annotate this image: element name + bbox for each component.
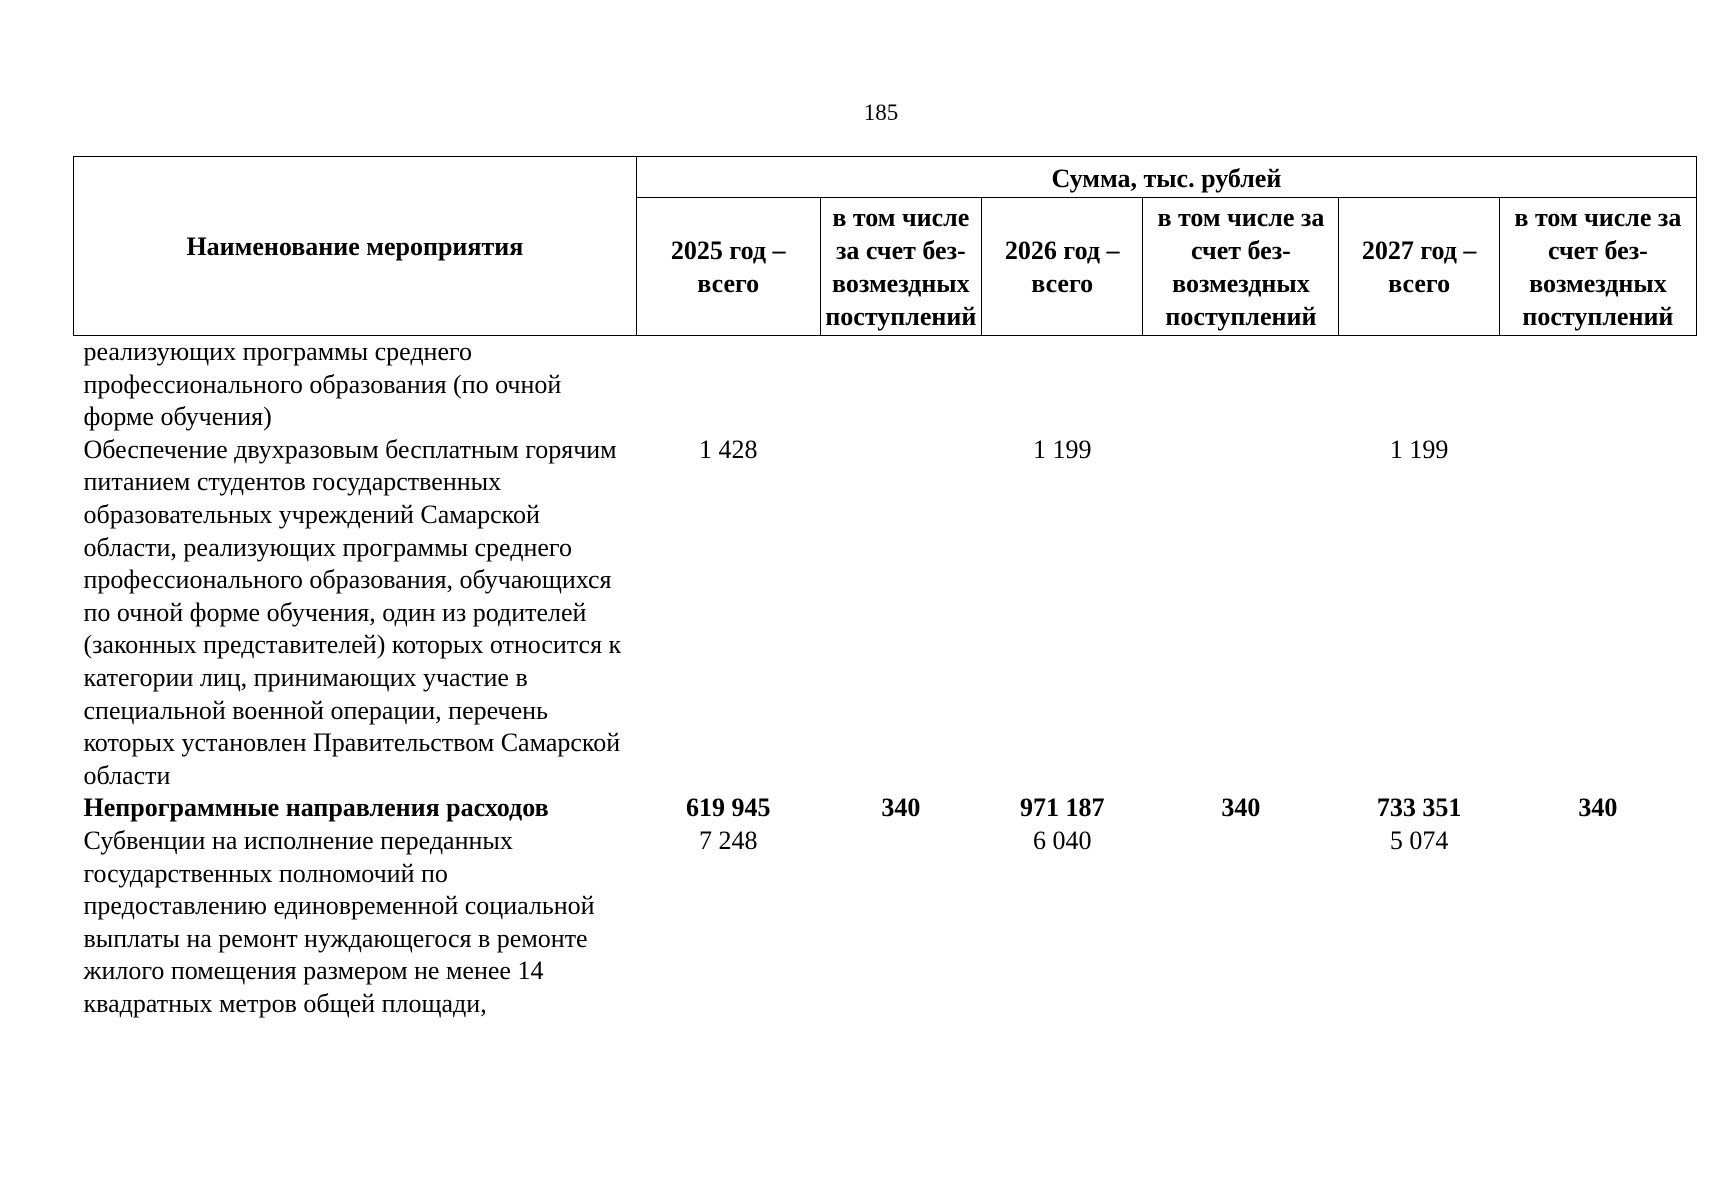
cell-2025-gratuitous [820, 434, 981, 793]
table-row [74, 792, 1697, 825]
header-2026-total: 2026 год – всего [982, 198, 1143, 336]
cell-2026-gratuitous [1143, 434, 1339, 793]
cell-2025-total: 619 945 [685, 793, 771, 823]
header-2025-total: 2025 год – всего [636, 198, 820, 336]
cell-2026-total [982, 336, 1143, 434]
cell-2026-gratuitous [1143, 336, 1339, 434]
cell-2025-gratuitous [820, 336, 981, 434]
table-row [74, 825, 1697, 1021]
cell-2025-total [636, 336, 820, 434]
cell-2027-total: 1 199 [1389, 434, 1449, 464]
cell-2025-total: 1 428 [698, 434, 758, 464]
row-name: Субвенции на исполнение переданных государственных полномочий по предоставлению единовременной социальной выплаты на ремонт нуждающегося в ремонте жилого помещения размером не менее 14 квадратных метров общей площади, [83, 825, 595, 1018]
table-row [74, 434, 1697, 793]
table-row [74, 336, 1697, 434]
cell-2027-total [1339, 336, 1499, 434]
header-2026-gratuitous: в том числе за счет без-возмездных поступлений [1143, 198, 1339, 336]
cell-2026-total: 1 199 [1032, 434, 1092, 464]
cell-2025-total: 7 248 [698, 825, 758, 855]
row-name: Непрограммные направления расходов [83, 793, 549, 823]
cell-2026-gratuitous: 340 [1221, 793, 1261, 823]
cell-2027-total: 5 074 [1389, 825, 1449, 855]
header-sum-group: Сумма, тыс. рублей [636, 157, 1696, 198]
row-name: реализующих программы среднего профессионального образования (по очной форме обучения) [83, 337, 562, 432]
cell-2027-gratuitous [1499, 434, 1696, 793]
header-2027-total: 2027 год – всего [1339, 198, 1499, 336]
header-2025-gratuitous: в том числе за счет без-возмездных поступлений [820, 198, 981, 336]
cell-2027-gratuitous: 340 [1578, 793, 1618, 823]
cell-2025-gratuitous: 340 [881, 793, 921, 823]
cell-2027-gratuitous [1499, 336, 1696, 434]
header-2027-gratuitous: в том числе за счет без-возмездных поступлений [1499, 198, 1696, 336]
row-name: Обеспечение двухразовым бесплатным горячим питанием студентов государственных образовательных учреждений Самарской области, реализующих программы среднего профессионального образования, обучающихся по очной форме обучения, один из родителей (законных представителей) которых относится к категории лиц, принимающих участие в специальной военной операции, перечень которых установлен Правительством Самарской области [83, 434, 622, 790]
header-event-name: Наименование мероприятия [74, 157, 637, 336]
table-body [74, 336, 1697, 1021]
cell-2026-gratuitous [1143, 825, 1339, 1021]
cell-2025-gratuitous [820, 825, 981, 1021]
table-header [74, 157, 1697, 336]
budget-table [73, 156, 1697, 1020]
cell-2027-gratuitous [1499, 825, 1696, 1021]
cell-2027-total: 733 351 [1376, 793, 1462, 823]
page-number: 185 [863, 100, 899, 125]
cell-2026-total: 6 040 [1032, 825, 1092, 855]
cell-2026-total: 971 187 [1019, 793, 1105, 823]
